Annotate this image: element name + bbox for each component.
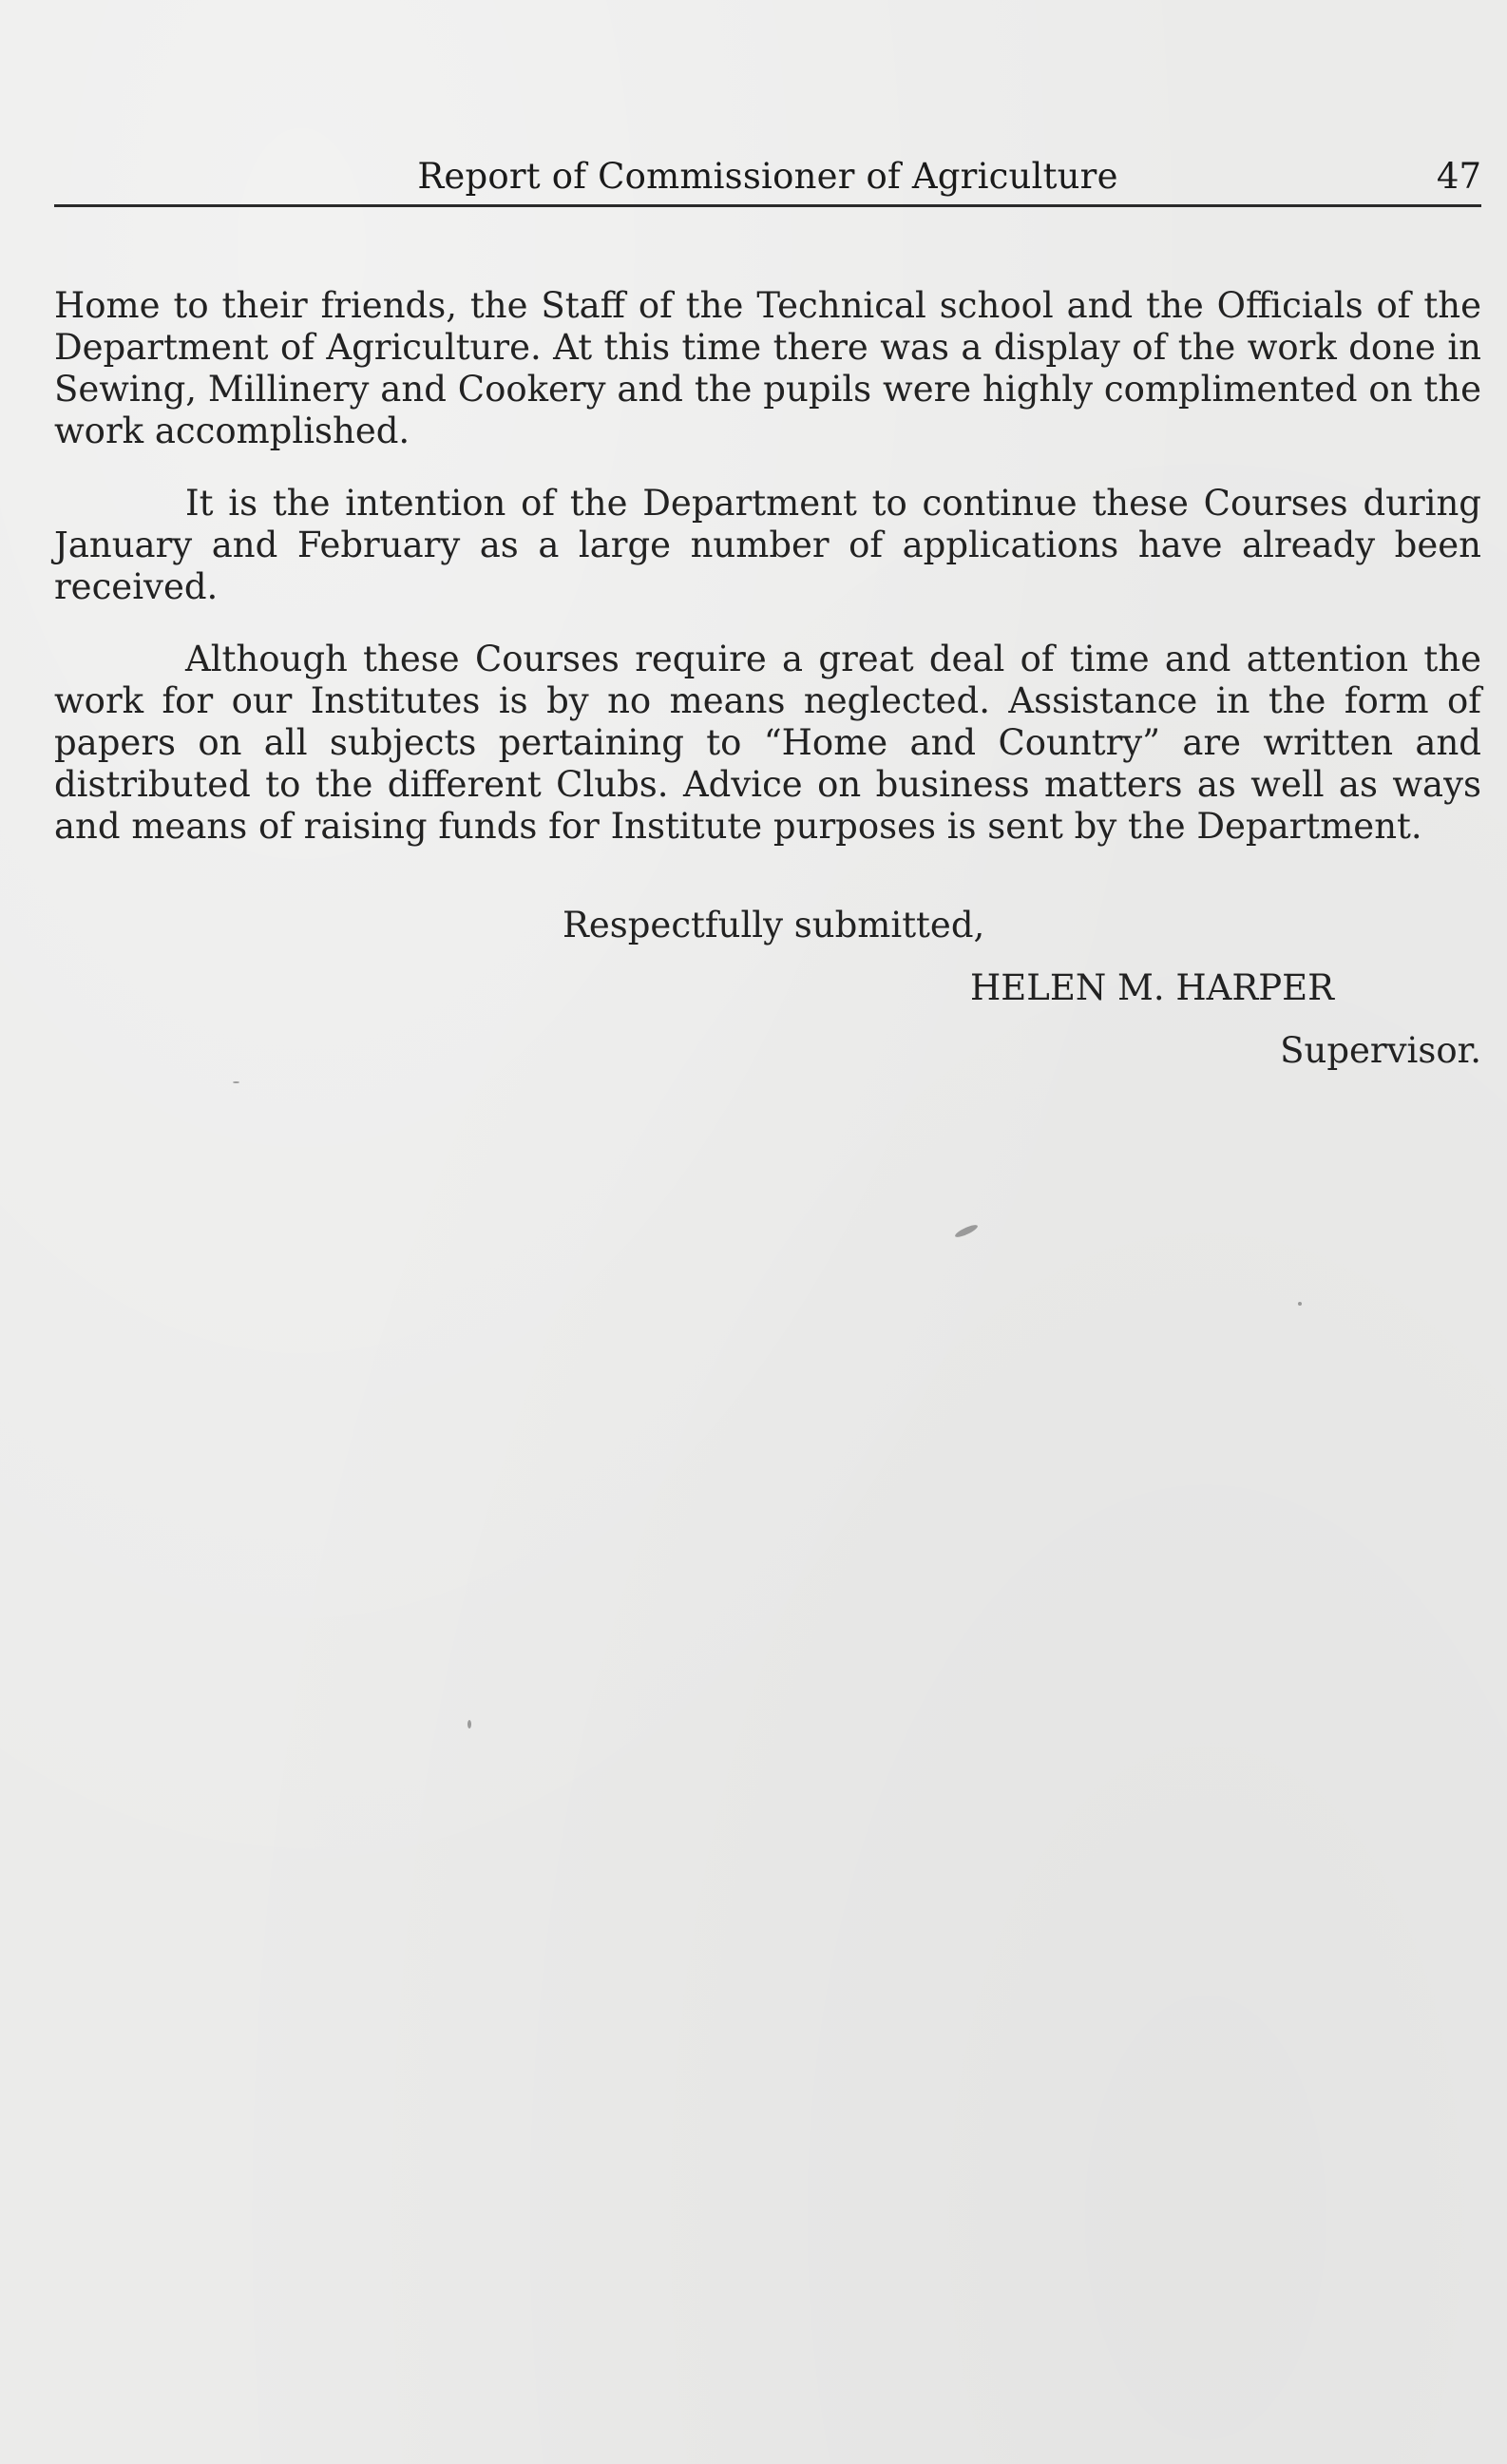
- running-head-title: Report of Commissioner of Agriculture: [417, 156, 1118, 197]
- paper-speck: [233, 1081, 239, 1083]
- paragraph-2: It is the intention of the Department to continue these Courses during January and February as a large number of applications have already been received.: [54, 483, 1481, 607]
- salutation: Respectfully submitted,: [563, 905, 985, 945]
- body-text: [54, 285, 1481, 878]
- signature-name: HELEN M. HARPER: [970, 967, 1335, 1008]
- paper-speck: [467, 1720, 471, 1729]
- running-head: [54, 150, 1481, 203]
- paper-speck: [954, 1223, 980, 1239]
- closing-block: [54, 905, 1481, 1095]
- paragraph-1: Home to their friends, the Staff of the Technical school and the Officials of the Department of Agriculture. At this time there was a display of the work done in Sewing, Millinery and Cookery and the pupils were highly complimented on the work accomplished.: [54, 285, 1481, 451]
- signature-title: Supervisor.: [1280, 1030, 1481, 1071]
- paper-speck: [1298, 1302, 1302, 1306]
- page-number: 47: [1436, 156, 1481, 197]
- paragraph-3: Although these Courses require a great deal of time and attention the work for our Institutes is by no means neglected. Assistance in the form of papers on all subjects pertaining to “Home and Country” are written and distributed to the different Clubs. Advice on business matters as well as ways and means of raising funds for Institute purposes is sent by the Department.: [54, 639, 1481, 847]
- header-rule: [54, 204, 1481, 207]
